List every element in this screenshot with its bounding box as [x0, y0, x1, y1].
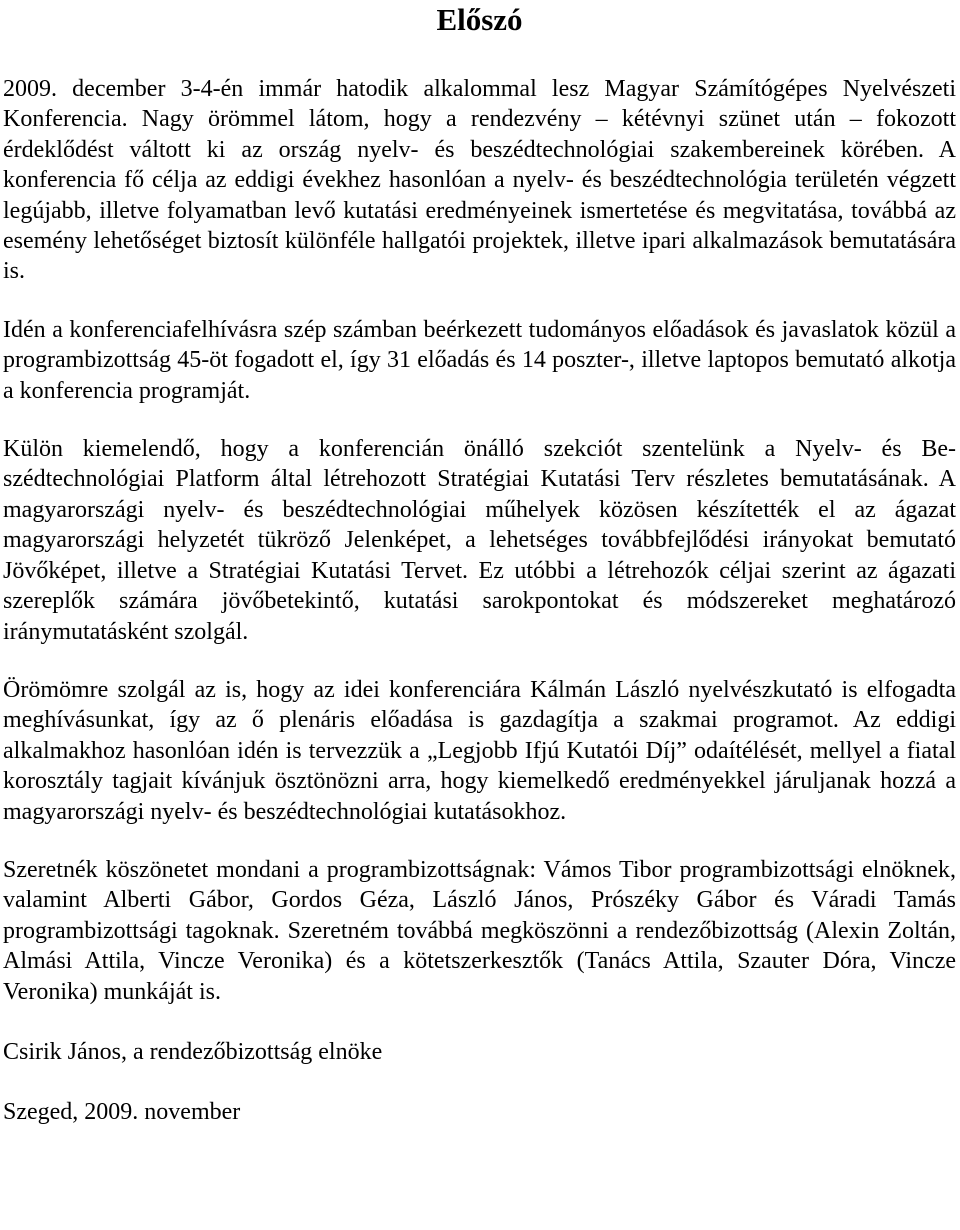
signature-line: Csirik János, a rendezőbizottság elnöke: [3, 1038, 383, 1065]
paragraph-plenary: Örömömre szolgál az is, hogy az idei konferenciára Kálmán László nyelvészkutató is elfogadta meghívásunkat, így az ő plenáris előadása is gazdagítja a szakmai programot. Az eddigi alkalmakhoz hasonlóan idén is tervezzük a „Legjobb Ifjú Kutatói Díj” odaítélését, mellyel a fiatal korosztály tagjait kívánjuk ösztönözni arra, hogy kiemelkedő eredményekkel járuljanak hozzá a magyarországi nyelv- és beszédtechnológiai kutatásokhoz.: [3, 676, 956, 825]
paragraph-thanks: Szeretnék köszönetet mondani a programbizottságnak: Vámos Tibor programbizottsági elnöknek, valamint Alberti Gábor, Gordos Géza, László János, Prószéky Gábor és Váradi Tamás programbizottsági tagoknak. Szeretném továbbá megköszönni a rendezőbizottság (Alexin Zoltán, Almási Attila, Vincze Veronika) és a kötetszerkesztők (Tanács Attila, Szauter Dóra, Vincze Veronika) munkáját is.: [3, 856, 956, 1005]
paragraph-program: Idén a konferenciafelhívásra szép számban beérkezett tudományos előadások és javaslatok közül a programbizottság 45-öt fogadott el, így 31 előadás és 14 poszter-, illetve laptopos bemutató alkotja a konferencia programját.: [3, 316, 956, 404]
paragraph-intro: 2009. december 3-4-én immár hatodik alkalommal lesz Magyar Számítógépes Nyelvészeti Konferencia. Nagy örömmel látom, hogy a rendezvény – kétévnyi szünet után – fokozott érdeklődést váltott ki az ország nyelv- és beszédtechnológiai szakembereinek körében. A konferencia fő célja az eddigi évekhez hasonlóan a nyelv- és beszédtechnológia területén végzett legújabb, illetve folyamatban levő kutatási eredményeinek ismertetése és megvitatása, továbbá az esemény lehetőséget biztosít különféle hallgatói projektek, illetve ipari alkalmazások bemutatására is.: [3, 76, 956, 285]
page-title: Előszó: [436, 2, 523, 37]
date-line: Szeged, 2009. november: [3, 1099, 241, 1126]
paragraph-platform: Külön kiemelendő, hogy a konferencián önálló szekciót szentelünk a Nyelv- és Beszédtechnológiai Platform által létrehozott Stratégiai Kutatási Terv részletes bemutatásának. A magyarországi nyelv- és beszédtechnológiai műhelyek közösen készítették el az ágazat magyarországi helyzetét tükröző Jelenképet, a lehetséges továbbfejlődési irányokat bemutató Jövőképet, illetve a Stratégiai Kutatási Tervet. Ez utóbbi a létrehozók céljai szerint az ágazati szereplők számára jövőbetekintő, kutatási sarokpontokat és módszereket meghatározó iránymutatásként szolgál.: [3, 436, 956, 645]
